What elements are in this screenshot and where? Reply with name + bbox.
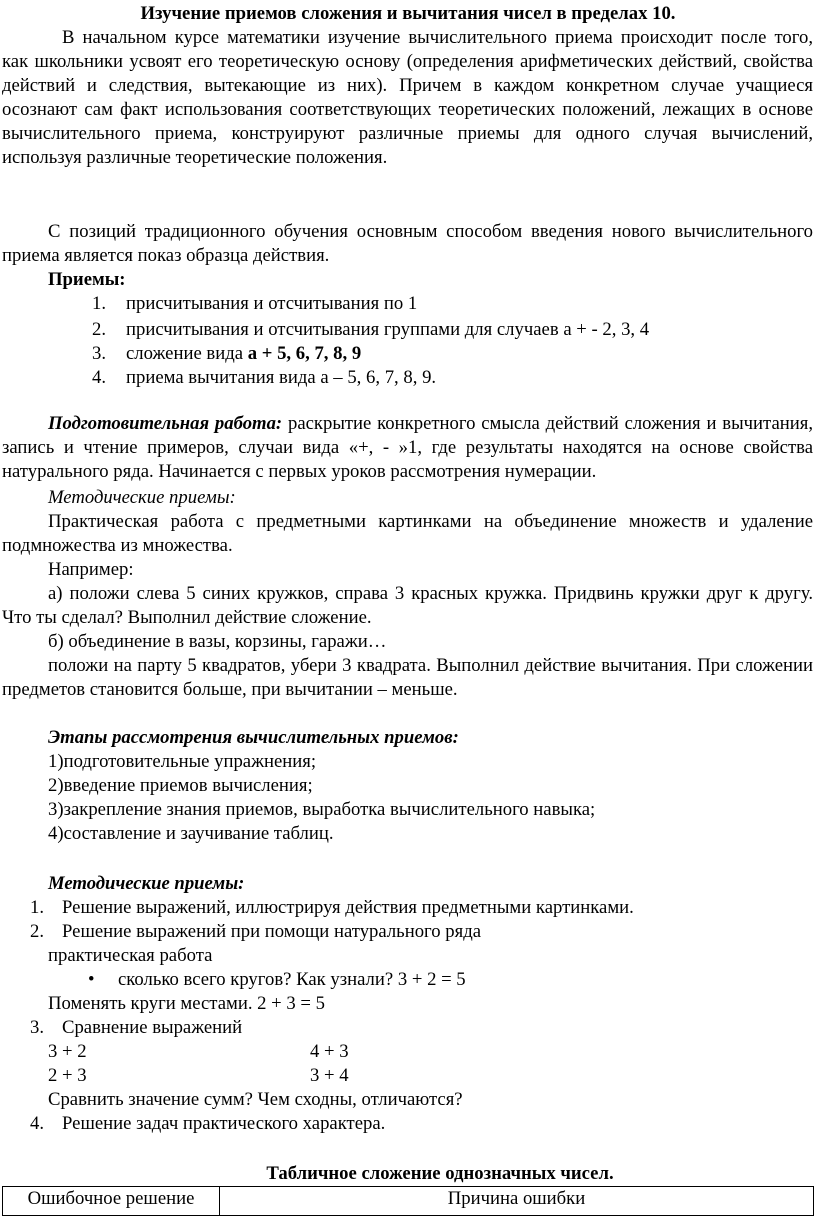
bullet-text: сколько всего кругов? Как узнали? 3 + 2 = 5 <box>118 969 466 990</box>
list-item-text: присчитывания и отсчитывания группами для случаев а + - 2, 3, 4 <box>126 319 650 340</box>
list-number: 4. <box>30 1113 45 1134</box>
list-item <box>92 292 418 316</box>
method-text: Решение выражений, иллюстрируя действия предметными картинками. <box>62 897 634 918</box>
example-a: а) положи слева 5 синих кружков, справа 3 красных кружка. Придвинь кружки друг к другу. Что ты сделал? Выполнил действие сложение. <box>2 583 813 628</box>
method-text: Сравнение выражений <box>62 1017 243 1038</box>
list-item <box>92 366 437 390</box>
error-table <box>2 1186 814 1216</box>
method-item <box>30 1112 386 1136</box>
method-text: Решение задач практического характера. <box>62 1113 386 1134</box>
method-subtext: практическая работа <box>48 945 213 966</box>
method-item <box>30 920 482 944</box>
techniques-heading: Приемы: <box>48 269 126 290</box>
compare-question: Сравнить значение сумм? Чем сходны, отличаются? <box>48 1089 463 1110</box>
table-header-row <box>3 1187 814 1216</box>
prep-paragraph <box>2 412 813 484</box>
compare-expression: 3 + 2 <box>48 1041 87 1062</box>
list-item-text: приема вычитания вида а – 5, 6, 7, 8, 9. <box>126 367 437 388</box>
list-number: 3. <box>30 1017 45 1038</box>
list-item-bold: а + 5, 6, 7, 8, 9 <box>247 343 362 364</box>
list-number: 1. <box>92 293 107 314</box>
stage-item: 3)закрепление знания приемов, выработка вычислительного навыка; <box>48 799 596 820</box>
list-number: 4. <box>92 367 107 388</box>
bullet-item <box>88 968 466 992</box>
method-text: Решение выражений при помощи натурального ряда <box>62 921 482 942</box>
prep-text: раскрытие конкретного смысла действий сложения и вычитания, запись и чтение примеров, случаи вида «+, - »1, где результаты находятся на основе свойства натурального ряда. Начинается с первых уроков рассмотрения нумерации. <box>2 413 814 482</box>
page-title: Изучение приемов сложения и вычитания чисел в пределах 10. <box>140 3 676 24</box>
stage-item: 1)подготовительные упражнения; <box>48 751 317 772</box>
practical-paragraph: Практическая работа с предметными картинками на объединение множеств и удаление подмножества из множества. <box>2 511 813 556</box>
compare-expression: 3 + 4 <box>310 1065 349 1086</box>
example-label: Например: <box>48 559 134 580</box>
method-item <box>30 896 634 920</box>
list-number: 1. <box>30 897 45 918</box>
list-number: 2. <box>30 921 45 942</box>
prep-label: Подготовительная работа: <box>48 413 283 434</box>
method-item <box>30 1016 243 1040</box>
list-number: 2. <box>92 319 107 340</box>
stages-heading: Этапы рассмотрения вычислительных приемов: <box>48 727 459 748</box>
list-item-text: присчитывания и отсчитывания по 1 <box>126 293 418 314</box>
stage-item: 2)введение приемов вычисления; <box>48 775 313 796</box>
swap-text: Поменять круги местами. 2 + 3 = 5 <box>48 993 325 1014</box>
stage-item: 4)составление и заучивание таблиц. <box>48 823 334 844</box>
compare-expression: 4 + 3 <box>310 1041 349 1062</box>
list-number: 3. <box>92 343 107 364</box>
intro-paragraph-2: С позиций традиционного обучения основным способом введения нового вычислительного приема является показ образца действия. <box>2 221 813 266</box>
example-b: б) объединение в вазы, корзины, гаражи… <box>48 631 387 652</box>
intro-paragraph-1: В начальном курсе математики изучение вычислительного приема происходит после того, как школьники усвоят его теоретическую основу (определения арифметических действий, свойства действий и следствия, вытекающие из них). Причем в каждом конкретном случае учащиеся осознают сам факт использования соответствующих теоретических положений, лежащих в основе вычислительного приема, конструируют различные приемы для одного случая вычислений, используя различные теоретические положения. <box>2 27 813 168</box>
bullet-icon: • <box>88 969 95 990</box>
table-title: Табличное сложение однозначных чисел. <box>266 1163 614 1184</box>
list-item <box>92 342 362 366</box>
example-c: положи на парту 5 квадратов, убери 3 квадрата. Выполнил действие вычитания. При сложении предметов становится больше, при вычитании – меньше. <box>2 655 813 700</box>
table-header-cell: Причина ошибки <box>220 1187 814 1216</box>
table-header-cell: Ошибочное решение <box>3 1187 220 1216</box>
list-item-text: сложение вида <box>126 343 248 364</box>
compare-expression: 2 + 3 <box>48 1065 87 1086</box>
methods-heading: Методические приемы: <box>48 873 245 894</box>
list-item <box>92 318 650 342</box>
methods-label: Методические приемы: <box>48 487 236 508</box>
